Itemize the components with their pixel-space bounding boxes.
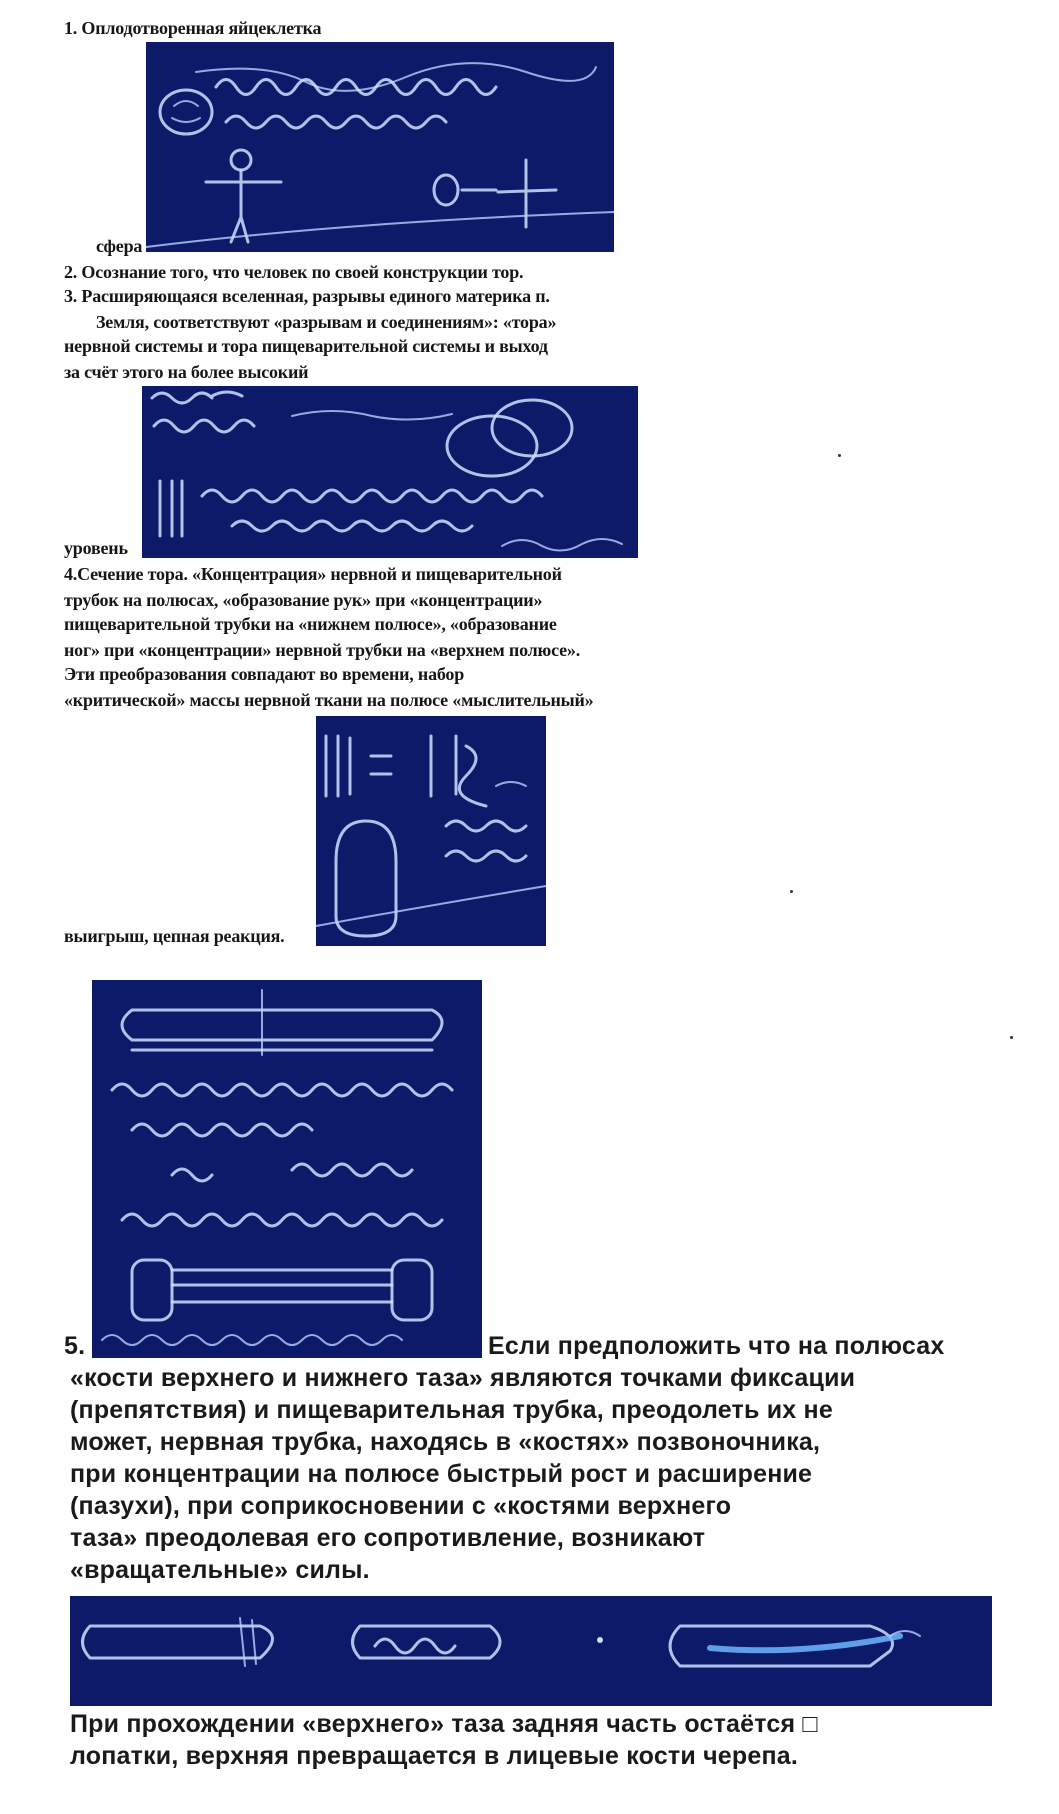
photo-tube-stages — [70, 1596, 992, 1706]
final-line-2: лопатки, верхняя превращается в лицевые кости черепа. — [70, 1742, 799, 1770]
chalk-drawing-tubes — [70, 1596, 992, 1706]
photo-torus-links — [142, 386, 638, 558]
item-3-line-2: Земля, соответствуют «разрывам и соединениям»: «тора» — [96, 312, 557, 332]
item-5-line-1: Если предположить что на полюсах — [488, 1332, 945, 1360]
chalk-drawing-pelvis — [92, 980, 482, 1358]
item-4-line-6: «критической» массы нервной ткани на полюсе «мыслительный» — [64, 690, 594, 710]
item-3-line-3: нервной системы и тора пищеварительной системы и выход — [64, 336, 548, 356]
chalk-drawing-torus — [142, 386, 638, 558]
item-5-line-6: (пазухи), при соприкосновении с «костями верхнего — [70, 1492, 732, 1520]
photo-pelvis-bones — [92, 980, 482, 1358]
item-2-text: 2. Осознание того, что человек по своей конструкции тор. — [64, 262, 524, 282]
item-4-line-3: пищеварительной трубки на «нижнем полюсе», «образование — [64, 614, 557, 634]
item-5-line-2: «кости верхнего и нижнего таза» являются точками фиксации — [70, 1364, 856, 1392]
item-5-line-7: таза» преодолевая его сопротивление, возникают — [70, 1524, 706, 1552]
photo-egg-cell — [146, 42, 614, 252]
item-4-tail: выигрыш, цепная реакция. — [64, 926, 285, 946]
chalk-drawing-egg — [146, 42, 614, 252]
item-4-line-4: ног» при «концентрации» нервной трубки на «верхнем полюсе». — [64, 640, 580, 660]
scan-speck — [1010, 1036, 1013, 1039]
item-4-line-2: трубок на полюсах, «образование рук» при «концентрации» — [64, 590, 543, 610]
item-5-line-4: может, нервная трубка, находясь в «костях» позвоночника, — [70, 1428, 821, 1456]
item-5-number: 5. — [64, 1332, 86, 1360]
chalk-drawing-section — [316, 716, 546, 946]
photo-torus-section — [316, 716, 546, 946]
item-3-line-4: за счёт этого на более высокий — [64, 362, 309, 382]
scan-speck — [790, 890, 793, 893]
item-1-text: 1. Оплодотворенная яйцеклетка — [64, 18, 322, 38]
item-3-line-1: 3. Расширяющаяся вселенная, разрывы единого материка п. — [64, 286, 550, 306]
item-3-tail: уровень — [64, 538, 128, 558]
scan-speck — [838, 454, 841, 457]
item-5-line-5: при концентрации на полюсе быстрый рост и расширение — [70, 1460, 813, 1488]
item-4-line-1: 4.Сечение тора. «Концентрация» нервной и пищеварительной — [64, 564, 562, 584]
item-1-tail: сфера — [96, 236, 143, 256]
final-line-1: При прохождении «верхнего» таза задняя часть остаётся □ — [70, 1710, 818, 1738]
item-4-line-5: Эти преобразования совпадают во времени, набор — [64, 664, 465, 684]
item-5-line-3: (препятствия) и пищеварительная трубка, преодолеть их не — [70, 1396, 833, 1424]
item-5-line-8: «вращательные» силы. — [70, 1556, 370, 1584]
